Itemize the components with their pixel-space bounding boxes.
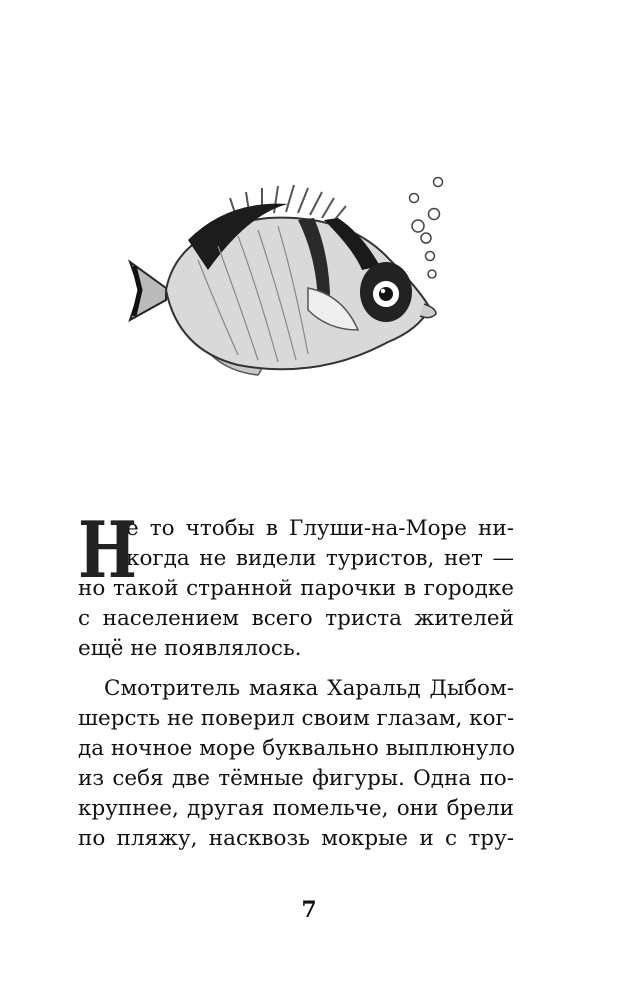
text-line: когда не видели туристов, нет — (126, 546, 514, 571)
fish-illustration (118, 170, 458, 400)
text-line: крупнее, другая помельче, они брели (78, 796, 514, 821)
drop-cap: Н (78, 505, 137, 596)
text-line: е то чтобы в Глуши-на-Море ни- (126, 516, 514, 541)
text-line: шерсть не поверил своим глазам, ког- (78, 706, 515, 731)
text-line: Смотритель маяка Харальд Дыбом- (104, 676, 514, 701)
page-number: 7 (301, 897, 317, 923)
text-line: по пляжу, насквозь мокрые и с тру- (78, 826, 514, 851)
text-line: ещё не появлялось. (78, 636, 302, 661)
fish-icon (118, 170, 458, 400)
paragraph-1 (78, 505, 514, 664)
text-line: да ночное море буквально выплюнуло (78, 736, 516, 761)
paragraph-2 (78, 674, 514, 854)
body-text (78, 505, 516, 854)
text-line: но такой странной парочки в городке (78, 576, 514, 601)
text-line: с населением всего триста жителей (78, 606, 514, 631)
text-line: из себя две тёмные фигуры. Одна по- (78, 766, 514, 791)
